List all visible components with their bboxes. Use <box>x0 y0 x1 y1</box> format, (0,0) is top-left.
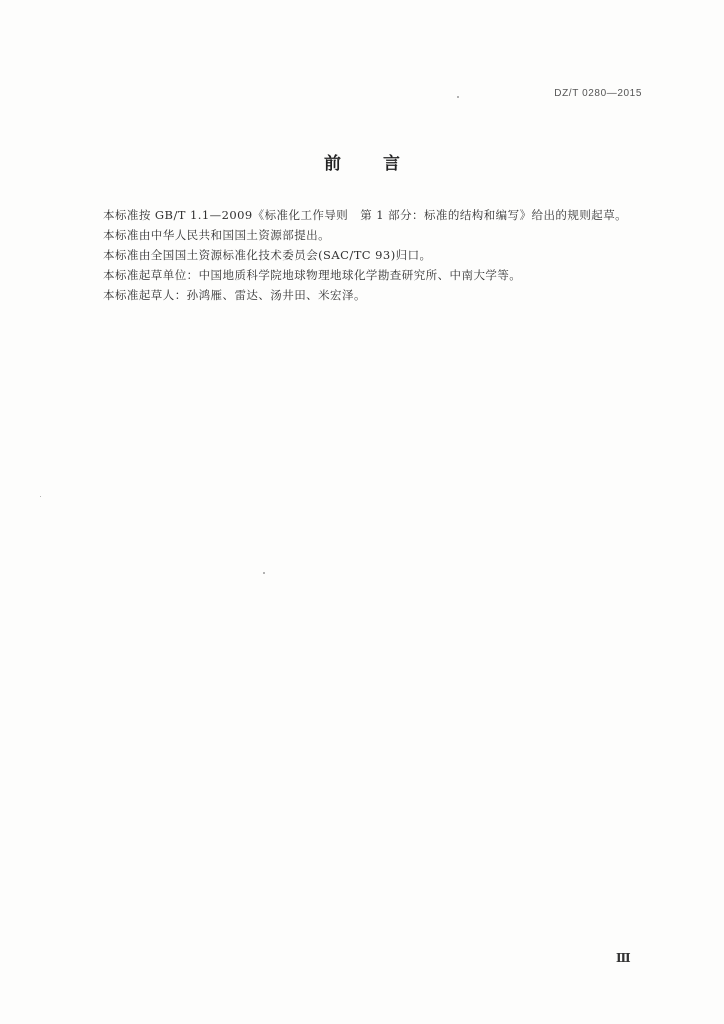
preface-body <box>103 205 643 305</box>
scan-speck <box>263 572 265 574</box>
preface-paragraph: 本标准由中华人民共和国国土资源部提出。 <box>103 228 331 242</box>
scan-speck <box>40 496 41 497</box>
scan-speck <box>457 96 459 98</box>
standard-code: DZ/T 0280—2015 <box>554 88 642 99</box>
preface-paragraph: 本标准按 GB/T 1.1—2009《标准化工作导则 第 1 部分：标准的结构和编写》给出的规则起草。 <box>103 208 628 222</box>
preface-paragraph: 本标准由全国国土资源标准化技术委员会(SAC/TC 93)归口。 <box>103 248 432 262</box>
page-title: 前 言 <box>324 154 400 174</box>
preface-paragraph: 本标准起草人：孙鸿雁、雷达、汤井田、米宏泽。 <box>103 288 366 302</box>
page-number: Ⅲ <box>616 951 631 965</box>
preface-paragraph: 本标准起草单位：中国地质科学院地球物理地球化学勘查研究所、中南大学等。 <box>103 268 522 282</box>
